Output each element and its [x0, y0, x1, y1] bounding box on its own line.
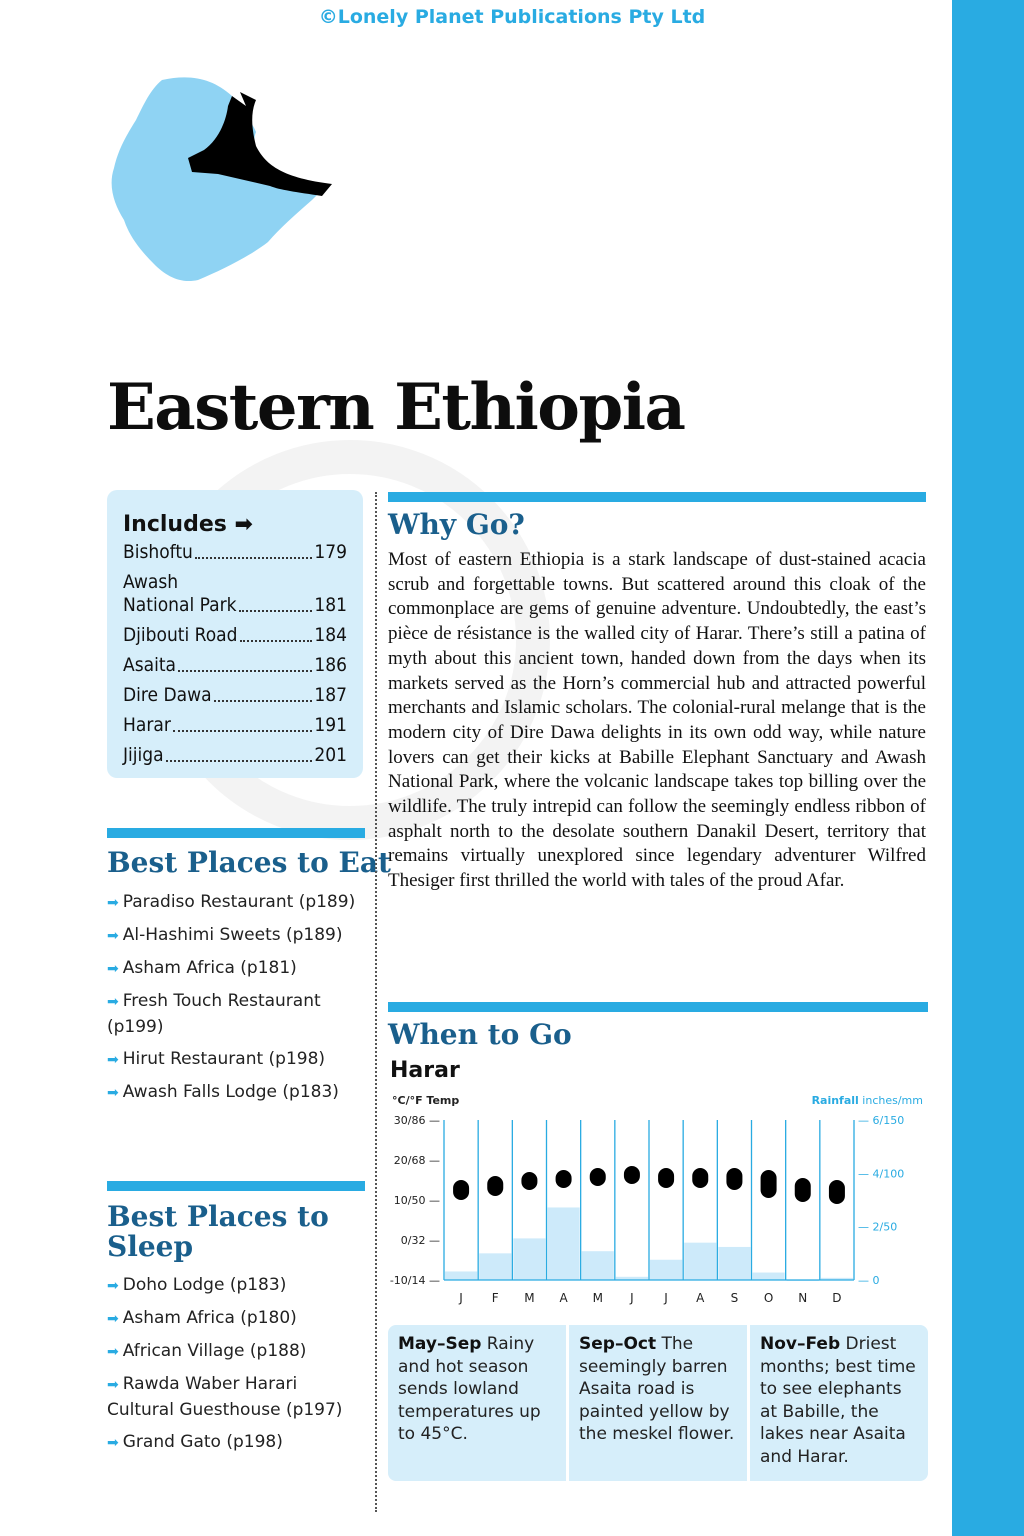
rainfall-bar	[753, 1273, 785, 1280]
leader-dots	[240, 640, 313, 642]
arrow-right-icon: ➡	[107, 1435, 119, 1451]
rainfall-bar	[479, 1253, 511, 1280]
why-go-body: Most of eastern Ethiopia is a stark landscape of dust-stained acacia scrub and forgettable towns. But scattered around this cloak of the commonplace are gems of genuine adventure. Undoubtedly, the east’s pièce de résistance is the walled city of Harar. There’s still a patina of myth about this ancient town, handed down from the days when its markets served as the Horn’s commercial hub and attracted powerful merchants and Islamic scholars. The colonial-rural melange that is the modern city of Dire Dawa delights in its own odd way, while nature lovers can get their kicks at Babille Elephant Sanctuary and Awash National Park, where the volcanic landscape takes top billing over the wildlife. The truly intrepid can follow the seemingly endless ribbon of asphalt north to the desolate southern Danakil Desert, territory that remains virtually unexplored since legendary adventurer Wilfred Thesiger first thrilled the world with tales of the proud Afar.	[388, 549, 926, 892]
temperature-range-mark	[453, 1180, 469, 1200]
rainfall-bar	[582, 1251, 614, 1280]
place-list-item[interactable]	[107, 956, 357, 982]
place-name: Rawda Waber Harari Cultural Guesthouse (p197)	[107, 1374, 343, 1420]
temperature-range-mark	[692, 1168, 708, 1188]
rain-axis-title	[812, 1094, 923, 1107]
month-label: J	[664, 1291, 668, 1305]
rainfall-bar	[513, 1238, 545, 1280]
season-text: Driest months; best time to see elephants at Babille, the lakes near Asaita and Harar.	[760, 1334, 916, 1467]
rainfall-bar	[718, 1247, 750, 1280]
rainfall-bar	[684, 1243, 716, 1280]
leader-dots	[178, 670, 312, 672]
includes-item-page: 179	[314, 541, 347, 563]
rain-axis-title-bold: Rainfall	[811, 1094, 859, 1107]
place-name: Doho Lodge (p183)	[122, 1275, 287, 1295]
month-label: J	[630, 1291, 634, 1305]
includes-item[interactable]	[123, 714, 347, 737]
place-list-item[interactable]	[107, 1430, 357, 1456]
place-list-item[interactable]	[107, 1047, 357, 1073]
place-list-item[interactable]	[107, 1372, 357, 1423]
rain-tick-label: — 4/100	[858, 1167, 905, 1181]
season-panel-1	[388, 1325, 566, 1481]
temperature-range-mark	[658, 1168, 674, 1188]
place-name: Asham Africa (p180)	[122, 1308, 297, 1328]
arrow-right-icon: ➡	[107, 1278, 119, 1294]
column-divider	[375, 492, 377, 1512]
eat-rule	[107, 828, 365, 838]
temperature-range-mark	[487, 1176, 503, 1196]
includes-item-name: Jijiga	[123, 744, 164, 766]
arrow-right-icon: ➡	[107, 1085, 119, 1101]
temp-tick-label: 30/86 —	[393, 1114, 440, 1127]
temperature-range-mark	[624, 1166, 640, 1184]
season-label: Nov–Feb	[760, 1334, 841, 1354]
when-to-go-heading: When to Go	[388, 1018, 572, 1051]
place-name: Awash Falls Lodge (p183)	[122, 1082, 339, 1102]
rainfall-bar	[445, 1271, 477, 1280]
temp-axis-title: °C/°F Temp	[392, 1094, 460, 1107]
leader-dots	[173, 730, 313, 732]
temperature-range-mark	[829, 1180, 845, 1204]
temperature-range-mark	[521, 1172, 537, 1190]
place-list-item[interactable]	[107, 1306, 357, 1332]
why-go-rule	[388, 492, 926, 502]
includes-item[interactable]	[123, 624, 347, 647]
includes-title: Includes ➡	[123, 512, 253, 537]
place-list-item[interactable]	[107, 923, 357, 949]
month-label: J	[459, 1291, 463, 1305]
arrow-right-icon: ➡	[107, 1344, 119, 1360]
temperature-range-mark	[795, 1178, 811, 1202]
month-label: D	[832, 1291, 842, 1305]
season-label: May–Sep	[398, 1334, 482, 1354]
rain-tick-label: — 2/50	[858, 1220, 898, 1234]
includes-item-name: Djibouti Road	[123, 624, 238, 646]
place-name: Al-Hashimi Sweets (p189)	[122, 925, 343, 945]
season-panels	[388, 1325, 928, 1481]
temperature-range-mark	[556, 1170, 572, 1188]
includes-item[interactable]	[123, 654, 347, 677]
rain-axis-title-rest: inches/mm	[858, 1094, 923, 1107]
includes-item-page: 184	[314, 624, 347, 646]
sleep-rule	[107, 1181, 365, 1191]
place-list-item[interactable]	[107, 1273, 357, 1299]
includes-item[interactable]	[123, 684, 347, 707]
rainfall-bar	[548, 1207, 580, 1280]
why-go-heading: Why Go?	[388, 508, 525, 541]
temperature-range-mark	[761, 1170, 777, 1198]
month-label: N	[798, 1291, 808, 1305]
includes-list	[123, 541, 347, 767]
rain-tick-label: — 0	[858, 1274, 880, 1287]
temp-tick-label: 10/50 —	[393, 1194, 440, 1207]
includes-item-name: Awash National Park	[123, 571, 237, 616]
temp-tick-label: 20/68 —	[393, 1154, 440, 1167]
month-label: S	[730, 1291, 739, 1305]
month-label: O	[763, 1291, 774, 1305]
place-name: Paradiso Restaurant (p189)	[122, 892, 356, 912]
place-name: Hirut Restaurant (p198)	[122, 1049, 326, 1069]
rain-tick-label: — 6/150	[858, 1114, 905, 1127]
includes-box	[107, 490, 363, 778]
month-label: M	[524, 1291, 535, 1305]
month-label: M	[592, 1291, 603, 1305]
place-name: Grand Gato (p198)	[122, 1432, 283, 1452]
arrow-right-icon: ➡	[107, 895, 119, 911]
side-accent-bar	[952, 0, 1024, 1536]
place-list-item[interactable]	[107, 989, 357, 1040]
temperature-range-mark	[590, 1168, 606, 1186]
includes-item-page: 186	[314, 654, 347, 676]
season-label: Sep–Oct	[579, 1334, 657, 1354]
includes-item[interactable]	[123, 571, 347, 617]
place-name: African Village (p188)	[122, 1341, 307, 1361]
season-text: Rainy and hot season sends lowland temperatures up to 45°C.	[398, 1334, 541, 1444]
season-panel-2	[569, 1325, 747, 1481]
includes-item[interactable]	[123, 541, 347, 564]
when-to-go-rule	[388, 1002, 928, 1012]
includes-item-page: 187	[314, 684, 347, 706]
arrow-right-icon: ➡	[107, 1052, 119, 1068]
season-panel-3	[750, 1325, 928, 1481]
arrow-right-icon: ➡	[107, 1377, 119, 1393]
arrow-right-icon: ➡	[107, 928, 119, 944]
ethiopia-region-map	[100, 66, 340, 306]
leader-dots	[166, 760, 313, 762]
includes-item-page: 201	[314, 744, 347, 766]
temp-tick-label: -10/14 —	[389, 1274, 440, 1287]
arrow-right-icon: ➡	[107, 994, 119, 1010]
best-sleep-list	[107, 1273, 357, 1463]
month-label: A	[559, 1291, 568, 1305]
includes-item-name: Harar	[123, 714, 171, 736]
place-name: Asham Africa (p181)	[122, 958, 297, 978]
includes-item-page: 191	[314, 714, 347, 736]
place-list-item[interactable]	[107, 1339, 357, 1365]
temperature-range-mark	[726, 1168, 742, 1190]
leader-dots	[195, 557, 312, 559]
month-label: A	[696, 1291, 705, 1305]
rainfall-bar	[650, 1260, 682, 1280]
place-name: Fresh Touch Restaurant (p199)	[107, 991, 321, 1037]
season-text: The seemingly barren Asaita road is painted yellow by the meskel flower.	[579, 1334, 735, 1444]
copyright-notice: ©Lonely Planet Publications Pty Ltd	[318, 6, 706, 28]
includes-item-page: 181	[314, 594, 347, 616]
includes-item[interactable]	[123, 744, 347, 767]
climate-chart	[388, 1090, 928, 1310]
best-eat-heading: Best Places to Eat	[107, 846, 391, 879]
arrow-right-icon: ➡	[107, 961, 119, 977]
month-label: F	[491, 1291, 499, 1305]
includes-item-name: Asaita	[123, 654, 176, 676]
includes-item-name: Bishoftu	[123, 541, 193, 563]
includes-item-name: Dire Dawa	[123, 684, 212, 706]
place-list-item[interactable]	[107, 890, 357, 916]
arrow-right-icon: ➡	[107, 1311, 119, 1327]
climate-city-label: Harar	[390, 1058, 460, 1083]
temp-tick-label: 0/32 —	[400, 1234, 440, 1247]
best-eat-list	[107, 890, 357, 1113]
place-list-item[interactable]	[107, 1080, 357, 1106]
leader-dots	[239, 610, 313, 612]
best-sleep-heading: Best Places to Sleep	[107, 1200, 329, 1263]
leader-dots	[214, 700, 313, 702]
page-title: Eastern Ethiopia	[107, 370, 685, 445]
